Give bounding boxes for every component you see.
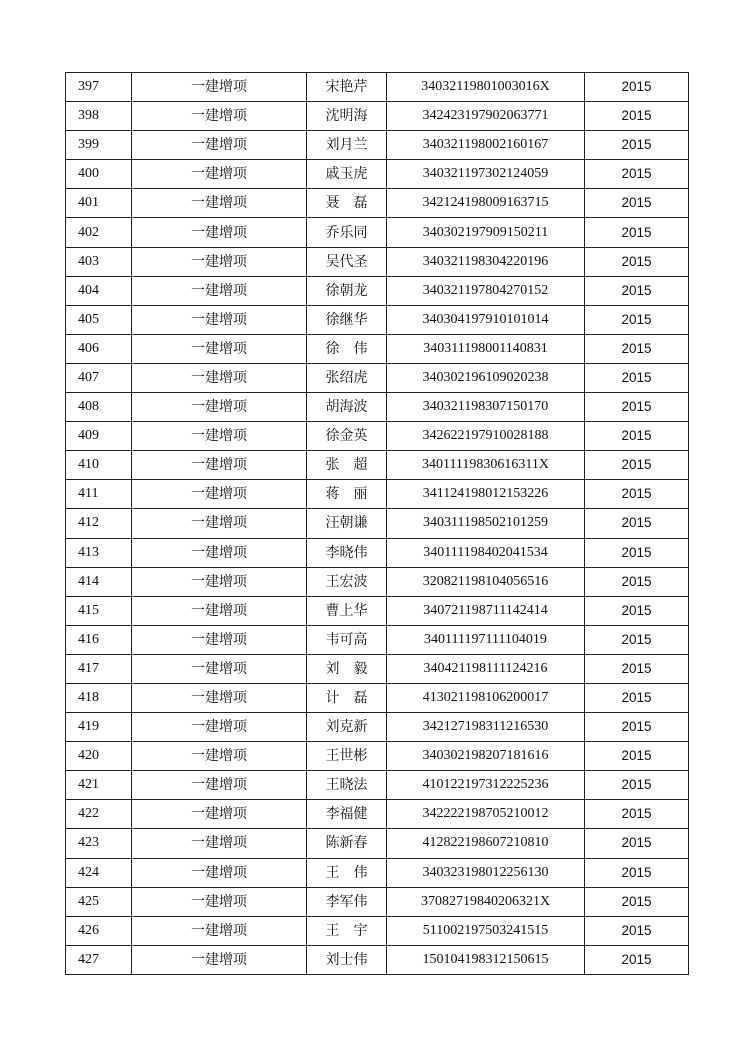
row-year: 2015 — [585, 771, 689, 800]
row-year: 2015 — [585, 625, 689, 654]
row-id-number: 340321197804270152 — [387, 276, 585, 305]
row-category: 一建增项 — [132, 683, 307, 712]
row-category: 一建增项 — [132, 160, 307, 189]
row-category: 一建增项 — [132, 393, 307, 422]
row-category: 一建增项 — [132, 276, 307, 305]
table-body — [66, 73, 689, 975]
row-category: 一建增项 — [132, 218, 307, 247]
row-name: 蒋 丽 — [307, 480, 387, 509]
row-number: 424 — [66, 858, 132, 887]
row-category: 一建增项 — [132, 858, 307, 887]
table-row — [66, 131, 689, 160]
row-year: 2015 — [585, 480, 689, 509]
row-category: 一建增项 — [132, 625, 307, 654]
row-number: 418 — [66, 683, 132, 712]
row-number: 415 — [66, 596, 132, 625]
table-row — [66, 334, 689, 363]
row-id-number: 340302196109020238 — [387, 363, 585, 392]
table-row — [66, 800, 689, 829]
row-id-number: 340321198304220196 — [387, 247, 585, 276]
row-category: 一建增项 — [132, 596, 307, 625]
table-row — [66, 742, 689, 771]
row-id-number: 340302198207181616 — [387, 742, 585, 771]
row-number: 404 — [66, 276, 132, 305]
row-name: 刘克新 — [307, 713, 387, 742]
table-row — [66, 393, 689, 422]
table-row — [66, 916, 689, 945]
row-number: 421 — [66, 771, 132, 800]
row-year: 2015 — [585, 683, 689, 712]
row-number: 400 — [66, 160, 132, 189]
row-category: 一建增项 — [132, 247, 307, 276]
table-row — [66, 596, 689, 625]
row-id-number: 340321198307150170 — [387, 393, 585, 422]
row-number: 411 — [66, 480, 132, 509]
row-category: 一建增项 — [132, 887, 307, 916]
row-year: 2015 — [585, 218, 689, 247]
row-number: 406 — [66, 334, 132, 363]
row-year: 2015 — [585, 393, 689, 422]
row-name: 刘 毅 — [307, 654, 387, 683]
row-number: 407 — [66, 363, 132, 392]
row-year: 2015 — [585, 858, 689, 887]
row-id-number: 150104198312150615 — [387, 945, 585, 974]
table-row — [66, 625, 689, 654]
row-id-number: 410122197312225236 — [387, 771, 585, 800]
row-year: 2015 — [585, 596, 689, 625]
row-number: 399 — [66, 131, 132, 160]
row-name: 徐 伟 — [307, 334, 387, 363]
row-name: 徐朝龙 — [307, 276, 387, 305]
row-name: 张 超 — [307, 451, 387, 480]
row-year: 2015 — [585, 363, 689, 392]
table-row — [66, 247, 689, 276]
row-number: 398 — [66, 102, 132, 131]
row-category: 一建增项 — [132, 334, 307, 363]
row-year: 2015 — [585, 73, 689, 102]
row-id-number: 342127198311216530 — [387, 713, 585, 742]
row-id-number: 342622197910028188 — [387, 422, 585, 451]
row-id-number: 340111197111104019 — [387, 625, 585, 654]
row-name: 王 宇 — [307, 916, 387, 945]
row-year: 2015 — [585, 654, 689, 683]
table-row — [66, 160, 689, 189]
row-name: 王晓法 — [307, 771, 387, 800]
row-name: 徐继华 — [307, 305, 387, 334]
row-category: 一建增项 — [132, 102, 307, 131]
row-category: 一建增项 — [132, 363, 307, 392]
row-name: 刘士伟 — [307, 945, 387, 974]
row-year: 2015 — [585, 713, 689, 742]
table-row — [66, 363, 689, 392]
row-name: 宋艳芹 — [307, 73, 387, 102]
row-number: 425 — [66, 887, 132, 916]
table-row — [66, 713, 689, 742]
row-name: 汪朝谦 — [307, 509, 387, 538]
row-number: 413 — [66, 538, 132, 567]
row-name: 李福健 — [307, 800, 387, 829]
table-row — [66, 451, 689, 480]
row-category: 一建增项 — [132, 189, 307, 218]
row-name: 徐金英 — [307, 422, 387, 451]
row-year: 2015 — [585, 829, 689, 858]
row-year: 2015 — [585, 189, 689, 218]
row-number: 408 — [66, 393, 132, 422]
table-row — [66, 189, 689, 218]
row-year: 2015 — [585, 422, 689, 451]
row-year: 2015 — [585, 538, 689, 567]
row-number: 410 — [66, 451, 132, 480]
row-category: 一建增项 — [132, 945, 307, 974]
row-year: 2015 — [585, 451, 689, 480]
table-row — [66, 683, 689, 712]
row-id-number: 34032119801003016X — [387, 73, 585, 102]
row-name: 王宏波 — [307, 567, 387, 596]
row-number: 397 — [66, 73, 132, 102]
table-row — [66, 567, 689, 596]
table-row — [66, 858, 689, 887]
row-number: 409 — [66, 422, 132, 451]
table-row — [66, 305, 689, 334]
row-year: 2015 — [585, 742, 689, 771]
row-number: 422 — [66, 800, 132, 829]
row-year: 2015 — [585, 276, 689, 305]
row-year: 2015 — [585, 800, 689, 829]
table-row — [66, 480, 689, 509]
row-id-number: 34011119830616311X — [387, 451, 585, 480]
row-category: 一建增项 — [132, 451, 307, 480]
row-category: 一建增项 — [132, 509, 307, 538]
row-id-number: 341124198012153226 — [387, 480, 585, 509]
table-row — [66, 829, 689, 858]
row-year: 2015 — [585, 305, 689, 334]
row-id-number: 342222198705210012 — [387, 800, 585, 829]
row-id-number: 340323198012256130 — [387, 858, 585, 887]
row-year: 2015 — [585, 160, 689, 189]
row-name: 李军伟 — [307, 887, 387, 916]
row-year: 2015 — [585, 509, 689, 538]
row-id-number: 340421198111124216 — [387, 654, 585, 683]
row-id-number: 340311198502101259 — [387, 509, 585, 538]
row-id-number: 340111198402041534 — [387, 538, 585, 567]
table-row — [66, 102, 689, 131]
row-number: 426 — [66, 916, 132, 945]
row-name: 戚玉虎 — [307, 160, 387, 189]
registration-table — [65, 72, 689, 975]
row-id-number: 511002197503241515 — [387, 916, 585, 945]
row-id-number: 413021198106200017 — [387, 683, 585, 712]
row-id-number: 340304197910101014 — [387, 305, 585, 334]
row-category: 一建增项 — [132, 771, 307, 800]
row-name: 曹上华 — [307, 596, 387, 625]
row-category: 一建增项 — [132, 829, 307, 858]
row-name: 王 伟 — [307, 858, 387, 887]
row-category: 一建增项 — [132, 713, 307, 742]
row-name: 聂 磊 — [307, 189, 387, 218]
row-name: 吴代圣 — [307, 247, 387, 276]
row-id-number: 340321198002160167 — [387, 131, 585, 160]
row-number: 405 — [66, 305, 132, 334]
row-number: 414 — [66, 567, 132, 596]
row-number: 401 — [66, 189, 132, 218]
row-id-number: 340311198001140831 — [387, 334, 585, 363]
table-row — [66, 945, 689, 974]
row-id-number: 340321197302124059 — [387, 160, 585, 189]
row-id-number: 340721198711142414 — [387, 596, 585, 625]
row-name: 乔乐同 — [307, 218, 387, 247]
table-row — [66, 509, 689, 538]
row-number: 423 — [66, 829, 132, 858]
row-name: 沈明海 — [307, 102, 387, 131]
row-category: 一建增项 — [132, 131, 307, 160]
row-year: 2015 — [585, 916, 689, 945]
row-id-number: 37082719840206321X — [387, 887, 585, 916]
table-row — [66, 887, 689, 916]
row-id-number: 342423197902063771 — [387, 102, 585, 131]
row-category: 一建增项 — [132, 742, 307, 771]
row-number: 427 — [66, 945, 132, 974]
row-category: 一建增项 — [132, 916, 307, 945]
table-row — [66, 654, 689, 683]
row-number: 419 — [66, 713, 132, 742]
row-id-number: 412822198607210810 — [387, 829, 585, 858]
row-id-number: 320821198104056516 — [387, 567, 585, 596]
row-name: 刘月兰 — [307, 131, 387, 160]
row-category: 一建增项 — [132, 654, 307, 683]
row-year: 2015 — [585, 102, 689, 131]
row-year: 2015 — [585, 945, 689, 974]
row-number: 403 — [66, 247, 132, 276]
row-category: 一建增项 — [132, 480, 307, 509]
row-category: 一建增项 — [132, 567, 307, 596]
row-name: 计 磊 — [307, 683, 387, 712]
row-category: 一建增项 — [132, 73, 307, 102]
row-name: 王世彬 — [307, 742, 387, 771]
row-id-number: 342124198009163715 — [387, 189, 585, 218]
row-number: 417 — [66, 654, 132, 683]
row-category: 一建增项 — [132, 538, 307, 567]
row-number: 412 — [66, 509, 132, 538]
row-year: 2015 — [585, 567, 689, 596]
table-row — [66, 73, 689, 102]
row-year: 2015 — [585, 247, 689, 276]
table-row — [66, 538, 689, 567]
row-year: 2015 — [585, 131, 689, 160]
table-row — [66, 218, 689, 247]
row-category: 一建增项 — [132, 305, 307, 334]
row-year: 2015 — [585, 887, 689, 916]
table-row — [66, 422, 689, 451]
row-number: 420 — [66, 742, 132, 771]
row-category: 一建增项 — [132, 800, 307, 829]
row-name: 李晓伟 — [307, 538, 387, 567]
table-row — [66, 276, 689, 305]
table-row — [66, 771, 689, 800]
row-number: 416 — [66, 625, 132, 654]
row-name: 陈新春 — [307, 829, 387, 858]
row-id-number: 340302197909150211 — [387, 218, 585, 247]
row-number: 402 — [66, 218, 132, 247]
row-name: 张绍虎 — [307, 363, 387, 392]
row-year: 2015 — [585, 334, 689, 363]
row-name: 韦可高 — [307, 625, 387, 654]
row-category: 一建增项 — [132, 422, 307, 451]
row-name: 胡海波 — [307, 393, 387, 422]
